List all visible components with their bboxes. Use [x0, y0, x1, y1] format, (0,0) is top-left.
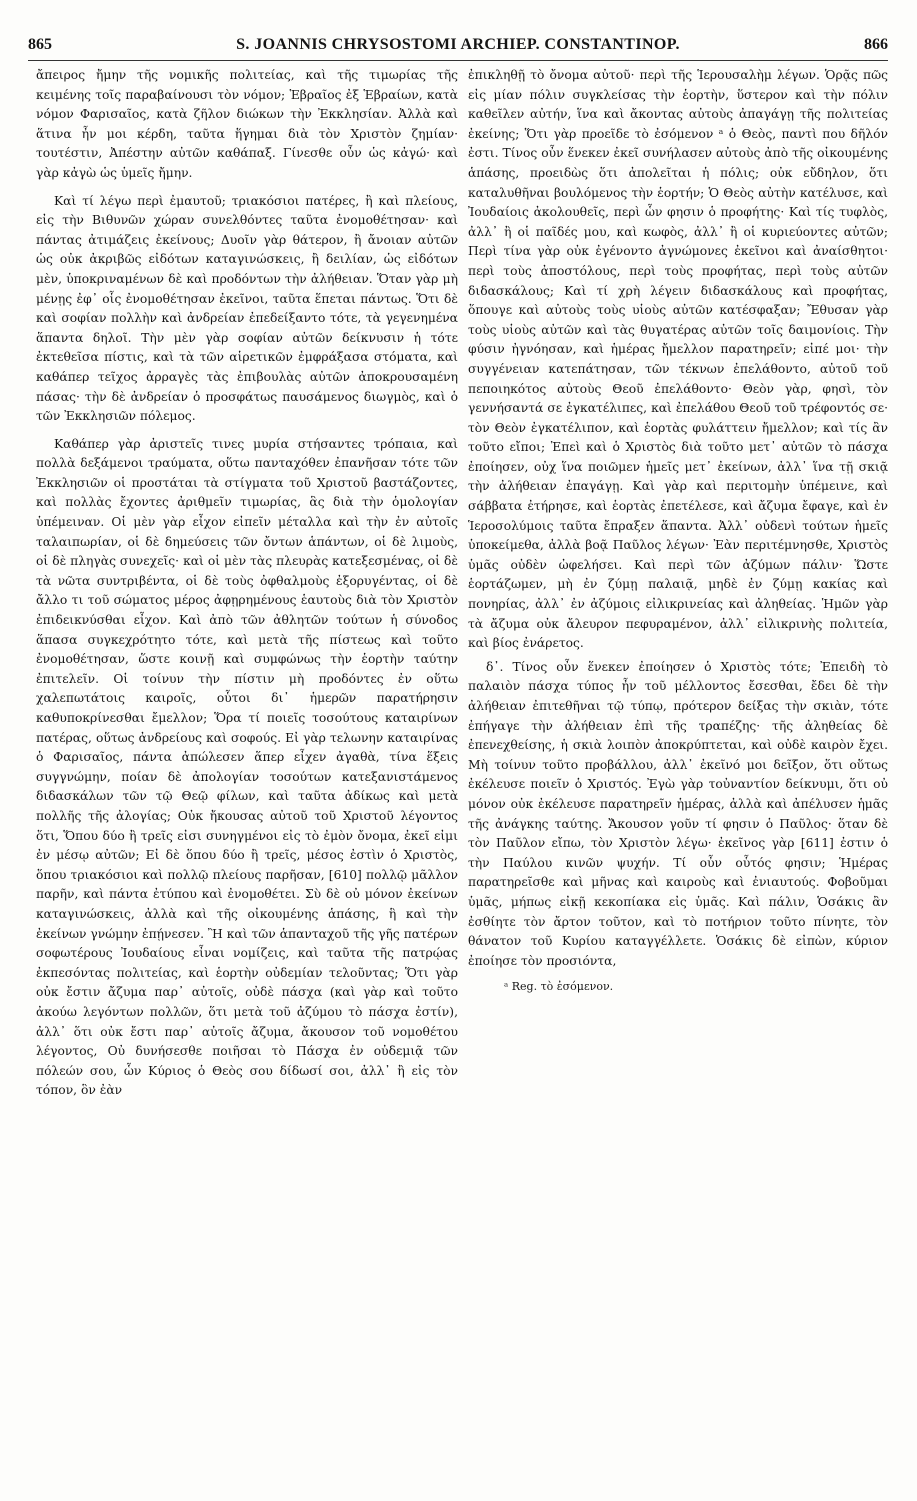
- right-column: [468, 66, 888, 995]
- paragraph: Καθάπερ γὰρ ἀριστεῖς τινες μυρία στήσαντες τρόπαια, καὶ πολλὰ δεξάμενοι τραύματα, οὕτω πανταχόθεν ἐπανῆσαν τότε τῶν Ἐκκλησιῶν οἱ προστάται τὰ στίγματα τοῦ Χριστοῦ βαστάζοντες, καὶ πολλὰς ἔχοντες ἀριθμεῖν τιμωρίας, ἃς διὰ τὴν ὁμολογίαν ὑπέμειναν. Οἱ μὲν γὰρ εἶχον εἰπεῖν μέταλλα καὶ τὴν ἐν αὐτοῖς ταλαιπωρίαν, οἱ δὲ δημεύσεις τῶν ὄντων ἁπάντων, οἱ δὲ λιμοὺς, οἱ δὲ πληγὰς συνεχεῖς· καὶ οἱ μὲν τὰς πλευρὰς κατεξεσμένας, οἱ δὲ τὰ νῶτα συντριβέντα, οἱ δὲ τοὺς ὀφθαλμοὺς ἐξορυγέντας, οἱ δὲ ἄλλο τι τοῦ σώματος μέρος ἀφῃρημένους ἑαυτοὺς διὰ τὸν Χριστὸν ἐπιδεικνύσθαι εἶχον. Καὶ ἀπὸ τῶν ἀθλητῶν τούτων ἡ σύνοδος ἅπασα συγκεχρότητο τότε, καὶ μετὰ τῆς πίστεως καὶ τοῦτο ἐνομοθέτησαν, ὥστε κοινῇ καὶ συμφώνως τὴν ἑορτὴν ταύτην ἐπιτελεῖν. Οἱ τοίνυν τὴν πίστιν μὴ προδόντες ἐν οὕτω χαλεπωτάτοις καιροῖς, οὗτοι δι᾽ ἡμερῶν παρατήρησιν καθυποκρίνεσθαι ἔμελλον; Ὅρα τί ποιεῖς τοσούτους καταιρίνων πατέρας, οὕτως ἀνδρείους καὶ σοφούς. Εἰ γὰρ τελωνην καταιρίνας ὁ Φαρισαῖος, πάντα ἀπώλεσεν ἅπερ εἶχεν ἀγαθὰ, τίνα ἕξεις συγγνώμην, ποίαν δὲ ἀπολογίαν τοσούτων κατεξανιστάμενος διδασκάλων τῶν τῷ Θεῷ φίλων, καὶ ταῦτα ἀδίκως καὶ μετὰ πολλῆς τῆς ἀλογίας; Οὐκ ἤκουσας αὐτοῦ τοῦ Χριστοῦ λέγοντος ὅτι, Ὅπου δύο ἢ τρεῖς εἰσι συνηγμένοι εἰς τὸ ἐμὸν ὄνομα, ἐκεῖ εἰμι ἐν μέσῳ αὐτῶν; Εἰ δὲ ὅπου δύο ἢ τρεῖς, μέσος ἐστὶν ὁ Χριστὸς, ὅπου τριακόσιοι καὶ πολλῷ πλείους παρῆσαν, [610] πολλῷ μᾶλλον παρῆν, καὶ πάντα ἐτύπου καὶ ἐνομοθέτει. Σὺ δὲ οὐ μόνον ἐκείνων καταγινώσκεις, ἀλλὰ καὶ τῆς οἰκουμένης ἁπάσης, ἣ καὶ τὴν ἐκείνων γνώμην ἐπῄνεσεν. Ἢ καὶ τῶν ἁπανταχοῦ τῆς γῆς πατέρων σοφωτέρους Ἰουδαίους εἶναι νομίζεις, καὶ ταῦτα τῆς πατρῴας ἐκπεσόντας πολιτείας, καὶ ἑορτὴν οὐδεμίαν τελοῦντας; Ὅτι γὰρ οὐκ ἔστιν ἄζυμα παρ᾽ αὐτοῖς, οὐδὲ πάσχα (καὶ γὰρ καὶ τοῦτο ἀκούω λεγόντων πολλῶν, ὅτι μετὰ τοῦ ἀζύμου τὸ πάσχα ἐστίν), ἀλλ᾽ ὅτι οὐκ ἔστι παρ᾽ αὐτοῖς ἄζυμα, ἄκουσον τοῦ νομοθέτου λέγοντος, Οὐ δυνήσεσθε ποιῆσαι τὸ Πάσχα ἐν οὐδεμιᾷ τῶν πόλεών σου, ὧν Κύριος ὁ Θεὸς σου δίδωσί σοι, ἀλλ᾽ ἢ εἰς τὸν τόπον, ὃν ἐὰν: [36, 436, 458, 1098]
- paragraph: δ᾽. Τίνος οὖν ἕνεκεν ἐποίησεν ὁ Χριστὸς τότε; Ἐπειδὴ τὸ παλαιὸν πάσχα τύπος ἦν τοῦ μέλλοντος ἔσεσθαι, ἔδει δὲ τὴν ἀλήθειαν ἐπιτεθῆναι τῷ τύπῳ, πρότερον δείξας τὴν σκιὰν, τότε ἐπήγαγε τὴν ἀλήθειαν ἐπὶ τῆς τραπέζης· τῆς ἀληθείας δὲ ἐπενεχθείσης, ἡ σκιὰ λοιπὸν ἀποκρύπτεται, καὶ οὐδὲ καιρὸν ἔχει. Μὴ τοίνυν τοῦτο προβάλλου, ἀλλ᾽ ἐκεῖνό μοι δεῖξον, ὅτι οὕτως ἐκέλευσε ποιεῖν ὁ Χριστός. Ἐγὼ γὰρ τοὐναντίον δείκνυμι, ὅτι οὐ μόνον οὐκ ἐκέλευσε παρατηρεῖν ἡμέρας, ἀλλὰ καὶ ἀπέλυσεν ἡμᾶς τῆς ἀνάγκης ταύτης. Ἄκουσον γοῦν τί φησιν ὁ Παῦλος· ὅταν δὲ τὸν Παῦλον εἴπω, τὸν Χριστὸν λέγω· ἐκεῖνος γὰρ [611] ἐστιν ὁ τὴν Παύλου κινῶν ψυχήν. Τί οὖν οὗτός φησιν; Ἡμέρας παρατηρεῖσθε καὶ μῆνας καὶ καιροὺς καὶ ἐνιαυτούς. Φοβοῦμαι ὑμᾶς, μήπως εἰκῇ κεκοπίακα εἰς ὑμᾶς. Καὶ πάλιν, Ὁσάκις ἂν ἐσθίητε τὸν ἄρτον τοῦτον, καὶ τὸ ποτήριον τοῦτο πίνητε, τὸν θάνατον τοῦ Κυρίου καταγγέλλετε. Ὁσάκις δὲ εἰπὼν, κύριον ἐποίησε τὸν προσιόντα,: [468, 659, 888, 968]
- paragraph: Καὶ τί λέγω περὶ ἐμαυτοῦ; τριακόσιοι πατέρες, ἢ καὶ πλείους, εἰς τὴν Βιθυνῶν χώραν συνελθόντες ταῦτα ἐνομοθέτησαν· καὶ πάντας ἀτιμάζεις ἐκείνους; Δυοῖν γὰρ θάτερον, ἢ ἄνοιαν αὐτῶν ὡς οὐκ ἀκριβῶς εἰδότων καταγινώσκεις, ἢ δειλίαν, ὡς εἰδότων μὲν, ὑποκριναμένων δὲ καὶ προδόντων τὴν ἀλήθειαν. Ὅταν γὰρ μὴ μένῃς ἐφ᾽ οἷς ἐνομοθέτησαν ἐκεῖνοι, ταῦτα ἕπεται πάντως. Ὅτι δὲ καὶ σοφίαν πολλὴν καὶ ἀνδρείαν ἐπεδείξαντο τότε, τὰ γεγενημένα ἅπαντα δηλοῖ. Τὴν μὲν γὰρ σοφίαν αὐτῶν δείκνυσιν ἡ τότε ἐκτεθεῖσα πίστις, καὶ τὰ τῶν αἱρετικῶν ἐμφράξασα στόματα, καὶ καθάπερ τεῖχος ἀρραγὲς τὰς ἐπιβουλὰς αὐτῶν ἀποκρουσαμένη πάσας· τὴν δὲ ἀνδρείαν ὁ προσφάτως παυσάμενος διωγμὸς, καὶ ὁ τῶν Ἐκκλησιῶν πόλεμος.: [36, 193, 458, 424]
- left-column: [36, 66, 458, 1109]
- left-page-number: 865: [28, 36, 52, 53]
- footnote: ᵃ Reg. τὸ ἐσόμενον.: [504, 980, 614, 994]
- running-header: [28, 36, 888, 58]
- right-page-number: 866: [864, 36, 888, 53]
- running-title: S. JOANNIS CHRYSOSTOMI ARCHIEP. CONSTANTINOP.: [236, 36, 680, 53]
- paragraph: ἄπειρος ἤμην τῆς νομικῆς πολιτείας, καὶ τῆς τιμωρίας τῆς κειμένης τοῖς παραβαίνουσι τὸν νόμον; Ἑβραῖος ἐξ Ἑβραίων, κατὰ νόμον Φαρισαῖος, κατὰ ζῆλον διώκων τὴν Ἐκκλησίαν. Ἀλλὰ καὶ ἅτινα ἦν μοι κέρδη, ταῦτα ἥγημαι διὰ τὸν Χριστὸν ζημίαν· τουτέστιν, Ἀπέστην αὐτῶν καθάπαξ. Γίνεσθε οὖν ὡς κἀγώ· καὶ γὰρ κἀγὼ ὡς ὑμεῖς ἤμην.: [36, 68, 458, 180]
- header-rule: [28, 60, 888, 61]
- paragraph: ἐπικληθῇ τὸ ὄνομα αὐτοῦ· περὶ τῆς Ἱερουσαλὴμ λέγων. Ὁρᾷς πῶς εἰς μίαν πόλιν συγκλείσας τὴν ἑορτὴν, ὕστερον καὶ τὴν πόλιν καθεῖλεν αὐτήν, ἵνα καὶ ἄκοντας αὐτοὺς ἀπαγάγῃ τῆς πολιτείας ἐκείνης; Ὅτι γὰρ προεῖδε τὸ ἐσόμενον ᵃ ὁ Θεὸς, παντὶ που δῆλόν ἐστι. Τίνος οὖν ἕνεκεν ἐκεῖ συνήλασεν αὐτοὺς ἀπὸ τῆς οἰκουμένης ἁπάσης, προειδὼς ὅτι ἀπολεῖται ἡ πόλις; οὐκ εὔδηλον, ὅτι καταλυθῆναι βουλόμενος τὴν ἑορτήν; Ὁ Θεὸς αὐτὴν κατέλυσε, καὶ Ἰουδαίοις ἀκολουθεῖς, περὶ ὧν φησιν ὁ προφήτης· Καὶ τίς τυφλὸς, ἀλλ᾽ ἢ οἱ παῖδές μου, καὶ κωφὸς, ἀλλ᾽ ἢ οἱ κυριεύοντες αὐτῶν; Περὶ τίνα γὰρ οὐκ ἐγένοντο ἀγνώμονες ἐκεῖνοι καὶ ἀναίσθητοι· περὶ τοὺς ἀποστόλους, περὶ τοὺς προφήτας, περὶ τοὺς αὐτῶν διδασκάλους; Καὶ τί χρὴ λέγειν διδασκάλους καὶ προφήτας, ὅπουγε καὶ αὐτοὺς τοὺς υἱοὺς αὐτῶν κατέσφαξαν; Ἔθυσαν γὰρ τοὺς υἱοὺς αὐτῶν καὶ τὰς θυγατέρας αὐτῶν τοῖς δαιμονίοις. Τὴν φύσιν ἠγνόησαν, καὶ ἡμέρας ἤμελλον παρατηρεῖν; εἰπέ μοι· τὴν συγγένειαν κατεπάτησαν, τῶν τέκνων ἐπελάθοντο, αὐτοῦ τοῦ πεποιηκότος αὐτοὺς Θεοῦ ἐπελάθοντο· Θεὸν γὰρ, φησὶ, τὸν γεννήσαντά σε ἐγκατέλιπες, καὶ ἐπελάθου Θεοῦ τοῦ τρέφοντός σε· τὸν Θεὸν ἐγκατέλιπον, καὶ ἑορτὰς φυλάττειν ἤμελλον; καὶ τίς ἂν τοῦτο εἴποι; Ἐπεὶ καὶ ὁ Χριστὸς διὰ τοῦτο μετ᾽ αὐτῶν τὸ πάσχα ἐποίησεν, οὐχ ἵνα ποιῶμεν ἡμεῖς μετ᾽ ἐκείνων, ἀλλ᾽ ἵνα τῇ σκιᾷ τὴν ἀλήθειαν ἐπαγάγῃ. Καὶ γὰρ καὶ περιτομὴν ὑπέμεινε, καὶ σάββατα ἐτήρησε, καὶ ἑορτὰς ἐπετέλεσε, καὶ ἄζυμα ἔφαγε, καὶ ἐν Ἱεροσολύμοις ταῦτα ἔπραξεν ἅπαντα. Ἀλλ᾽ οὐδενὶ τούτων ἡμεῖς ὑποκείμεθα, ἀλλὰ βοᾷ Παῦλος λέγων· Ἐὰν περιτέμνησθε, Χριστὸς ὑμᾶς οὐδὲν ὠφελήσει. Καὶ περὶ τῶν ἀζύμων πάλιν· Ὥστε ἑορτάζωμεν, μὴ ἐν ζύμῃ παλαιᾷ, μηδὲ ἐν ζύμῃ κακίας καὶ πονηρίας, ἀλλ᾽ ἐν ἀζύμοις εἰλικρινείας καὶ ἀληθείας. Ἡμῶν γὰρ τὰ ἄζυμα οὐκ ἄλευρον πεφυραμένον, ἀλλ᾽ εἰλικρινὴς πολιτεία, καὶ βίος ἐνάρετος.: [468, 68, 888, 651]
